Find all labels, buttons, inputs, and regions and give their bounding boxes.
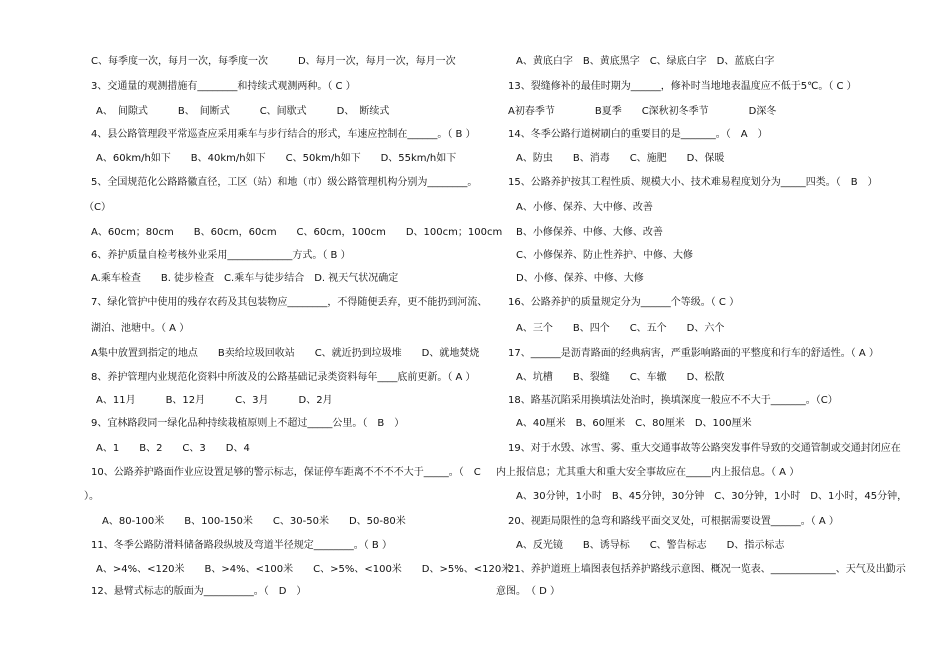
options-19: A、30分钟，1小时 B、45分钟，30分钟 C、30分钟，1小时 D、1小时，45分钟， bbox=[516, 491, 908, 502]
question-16: 16、公路养护的质量规定分为______个等级。（ C ） bbox=[508, 297, 740, 308]
question-21: 21、养护道班上墙图表包括养护路线示意图、概况一览表、_____________、天气及出勤示 bbox=[508, 564, 906, 575]
question-10: 10、公路养护路面作业应设置足够的警示标志，保证停车距离不不不不大于_____。（ C bbox=[91, 467, 481, 478]
question-6: 6、养护质量自检考核外业采用_____________方式。（ B ） bbox=[91, 250, 351, 261]
text-line: C、每季度一次，每月一次，每季度一次 D、每月一次，每月一次，每月一次 bbox=[91, 56, 456, 67]
option-15-a: A、小修、保养、大中修、改善 bbox=[516, 202, 653, 213]
option-15-d: D、小修、保养、中修、大修 bbox=[516, 273, 644, 284]
question-3: 3、交通量的观测措施有________和持续式观测两种。（ C ） bbox=[91, 81, 356, 92]
question-9: 9、宜林路段同一绿化品种持续栽植原则上不超过_____公里。（ B ） bbox=[91, 418, 405, 429]
question-7: 7、绿化管护中使用的残存农药及其包装物应________，不得随便丢弃，更不能扔到河流、 bbox=[91, 297, 488, 308]
question-15: 15、公路养护按其工程性质、规模大小、技术难易程度划分为_____四类。（ B ） bbox=[508, 177, 878, 188]
options-14: A、防虫 B、消毒 C、施肥 D、保暖 bbox=[516, 153, 725, 164]
options-4: A、60km/h如下 B、40km/h如下 C、50km/h如下 D、55km/h如下 bbox=[96, 153, 457, 164]
question-18: 18、路基沉陷采用换填法处治时，换填深度一般应不不大于_______。（C） bbox=[508, 395, 838, 406]
question-13: 13、裂缝修补的最佳时期为______，修补时当地地表温度应不低于5℃。（ C ） bbox=[508, 81, 857, 92]
options-13: A初春季节 B夏季 C深秋初冬季节 D深冬 bbox=[508, 106, 777, 117]
options-5: A、60cm；80cm B、60cm，60cm C、60cm，100cm D、100cm；100cm bbox=[91, 227, 503, 238]
options-11: A、>4%、<120米 B、>4%、<100米 C、>5%、<100米 D、>5%、<120米 bbox=[96, 564, 512, 575]
question-10-cont: ）。 bbox=[84, 491, 99, 502]
question-5: 5、全国规范化公路路徽直径，工区（站）和地（市）级公路管理机构分别为________。 bbox=[91, 177, 478, 188]
question-20: 20、视距局限性的急弯和路线平面交叉处，可根据需要设置______。（ A ） bbox=[508, 516, 839, 527]
question-7-cont: 湖泊、池塘中。（ A ） bbox=[91, 323, 190, 334]
question-12: 12、悬臂式标志的版面为__________。（ D ） bbox=[91, 586, 307, 597]
options-6: A.乘车检查 B. 徒步检查 C.乘车与徒步结合 D. 视天气状况确定 bbox=[91, 273, 399, 284]
options-3: A、 间隙式 B、 间断式 C、间歇式 D、 断续式 bbox=[96, 106, 390, 117]
question-17: 17、______是沥青路面的经典病害，严重影响路面的平整度和行车的舒适性。（ A ） bbox=[508, 348, 879, 359]
question-4: 4、县公路管理段平常巡查应采用乘车与步行结合的形式，车速应控制在______。（ B ） bbox=[91, 129, 476, 140]
options-17: A、坑槽 B、裂缝 C、车辙 D、松散 bbox=[516, 372, 725, 383]
options-8: A、11月 B、12月 C、3月 D、2月 bbox=[96, 395, 333, 406]
answer-5: （C） bbox=[84, 202, 111, 213]
options-20: A、反光镜 B、诱导标 C、警告标志 D、指示标志 bbox=[516, 540, 785, 551]
question-11: 11、冬季公路防滑料储备路段纵坡及弯道半径规定________。（ B ） bbox=[91, 540, 392, 551]
question-19: 19、对于水毁、冰雪、雾、重大交通事故等公路突发事件导致的交通管制或交通封闭应在 bbox=[508, 443, 901, 454]
question-19-cont: 内上报信息；尤其重大和重大安全事故应在_____内上报信息。（ A ） bbox=[496, 467, 800, 478]
question-21-cont: 意图。 （ D ） bbox=[496, 586, 561, 597]
options-12: A、黄底白字 B、黄底黑字 C、绿底白字 D、蓝底白字 bbox=[516, 56, 775, 67]
question-14: 14、冬季公路行道树刷白的重要目的是_______。（ A ） bbox=[508, 129, 768, 140]
option-15-c: C、小修保养、防止性养护、中修、大修 bbox=[516, 250, 693, 261]
option-15-b: B、小修保养、中修、大修、改善 bbox=[516, 227, 663, 238]
options-16: A、三个 B、四个 C、五个 D、六个 bbox=[516, 323, 725, 334]
options-18: A、40厘米 B、60厘米 C、80厘米 D、100厘米 bbox=[516, 418, 752, 429]
options-7: A集中放置到指定的地点 B卖给垃圾回收站 C、就近扔到垃圾堆 D、就地焚烧 bbox=[91, 348, 480, 359]
options-10: A、80-100米 B、100-150米 C、30-50米 D、50-80米 bbox=[102, 516, 406, 527]
options-9: A、1 B、2 C、3 D、4 bbox=[96, 443, 250, 454]
question-8: 8、养护管理内业规范化资料中所波及的公路基础记录类资料每年____底前更新。（ A ） bbox=[91, 372, 476, 383]
